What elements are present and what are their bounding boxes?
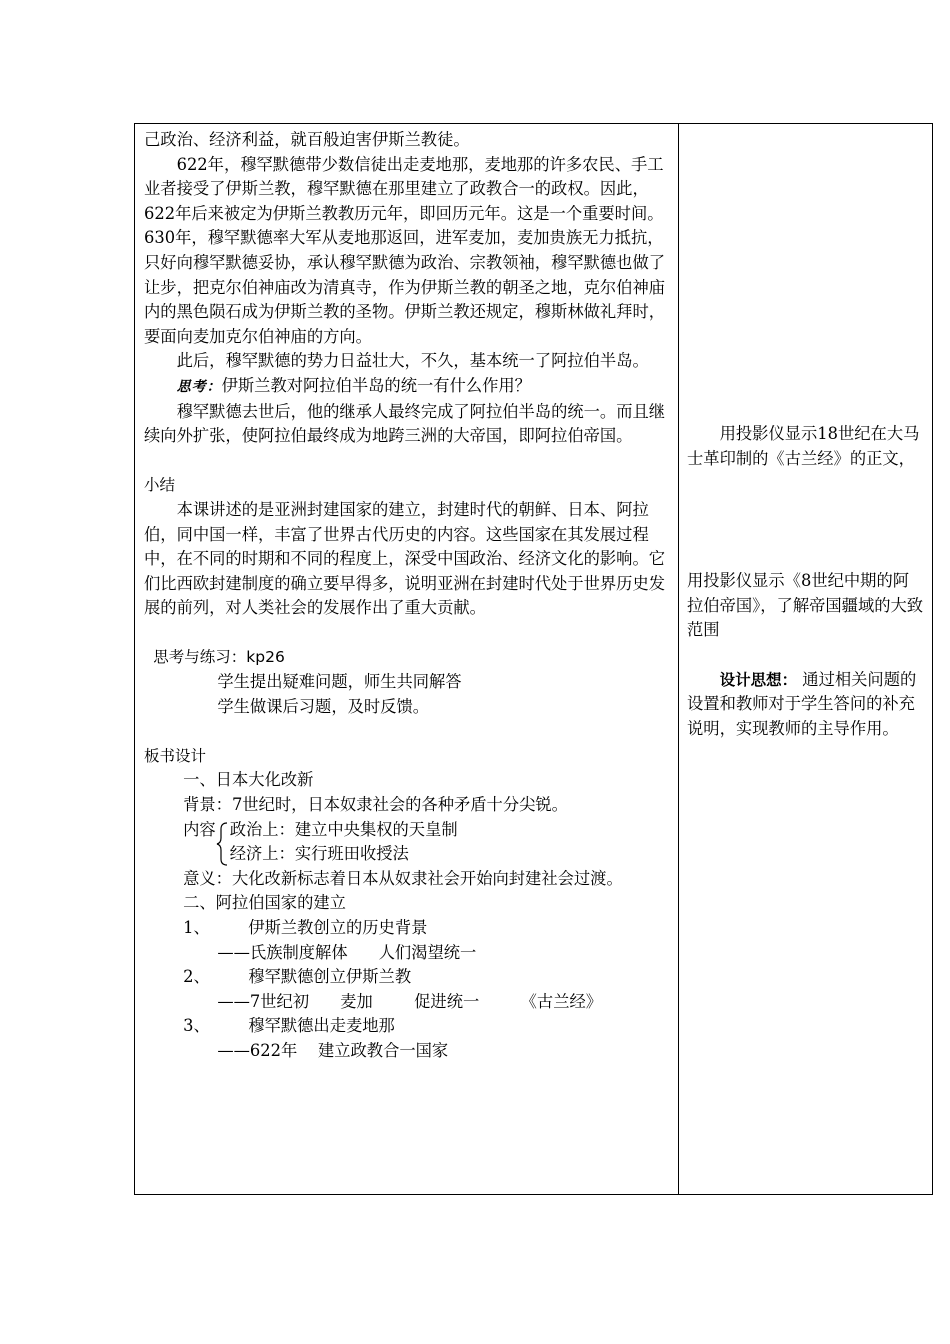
board-section-1: 一、日本大化改新 [183, 770, 314, 790]
think-text: 伊斯兰教对阿拉伯半岛的统一有什么作用？ [221, 375, 531, 395]
board-significance-text: 大化改新标志着日本从奴隶社会开始向封建社会过渡。 [231, 868, 623, 888]
board-item-1-text: 伊斯兰教创立的历史背景 [248, 918, 428, 937]
board-content-label: 内容 [183, 819, 216, 839]
board-content [144, 818, 670, 867]
exercise-item-1: 学生提出疑难问题，师生共同解答 [217, 672, 462, 692]
exercise-title: 思考与练习：kp26 [153, 648, 285, 667]
note-3 [687, 668, 925, 742]
think-question [144, 374, 670, 400]
paragraph-4: 穆罕默德去世后，他的继承人最终完成了阿拉伯半岛的统一。而且继续向外扩张，使阿拉伯最终成为地跨三洲的大帝国，即阿拉伯帝国。 [144, 401, 666, 446]
board-content-2: 经济上：实行班田收授法 [229, 844, 409, 864]
board-item-1 [144, 916, 670, 941]
notes-cell [679, 124, 933, 1195]
board-item-3 [144, 1014, 670, 1039]
lesson-table [134, 123, 933, 1195]
board-significance-label: 意义： [183, 868, 232, 888]
paragraph-1: 己政治、经济利益，就百般迫害伊斯兰教徒。 [144, 130, 470, 149]
note-2: 用投影仪显示《8世纪中期的阿拉伯帝国》，了解帝国疆域的大致范围 [687, 571, 924, 640]
note-1: 用投影仪显示18世纪在大马士革印制的《古兰经》的正文， [687, 424, 920, 468]
board-item-2-sub: ——7世纪初 麦加 促进统一 《古兰经》 [217, 991, 603, 1011]
board-title: 板书设计 [144, 746, 207, 765]
board-background: 背景：7世纪时，日本奴隶社会的各种矛盾十分尖锐。 [183, 795, 568, 815]
board-item-2-number: 2、 [183, 967, 210, 987]
summary-text: 本课讲述的是亚洲封建国家的建立，封建时代的朝鲜、日本、阿拉伯，同中国一样，丰富了世界古代历史的内容。这些国家在其发展过程中，在不同的时期和不同的程度上，深受中国政治、经济文化的影响。它们比西欧封建制度的确立要早得多，说明亚洲在封建时代处于世界历史发展的前列，对人类社会的发展作出了重大贡献。 [144, 499, 666, 618]
board-section-2: 二、阿拉伯国家的建立 [183, 893, 346, 913]
board-item-2 [144, 965, 670, 990]
board-item-3-sub: ——622年 建立政教合一国家 [217, 1040, 449, 1060]
board-item-1-number: 1、 [183, 918, 210, 937]
brace-icon [216, 822, 228, 866]
note-3-label: 设计思想： [719, 670, 798, 689]
board-item-3-number: 3、 [183, 1016, 210, 1036]
board-content-1: 政治上：建立中央集权的天皇制 [229, 819, 458, 839]
main-content-cell [135, 124, 679, 1195]
exercise-item-2: 学生做课后习题，及时反馈。 [217, 696, 430, 716]
think-label: 思考： [176, 378, 222, 395]
board-item-3-text: 穆罕默德出走麦地那 [248, 1016, 395, 1036]
board-significance [144, 867, 670, 892]
note-3-text: 通过相关问题的设置和教师对于学生答问的补充说明，实现教师的主导作用。 [687, 669, 917, 738]
summary-title: 小结 [144, 476, 176, 495]
board-item-2-text: 穆罕默德创立伊斯兰教 [248, 967, 412, 987]
paragraph-2: 622年，穆罕默德带少数信徒出走麦地那，麦地那的许多农民、手工业者接受了伊斯兰教，穆罕默德在那里建立了政教合一的政权。因此，622年后来被定为伊斯兰教教历元年，即回历元年。这是一个重要时间。630年，穆罕默德率大军从麦地那返回，进军麦加，麦加贵族无力抵抗，只好向穆罕默德妥协，承认穆罕默德为政治、宗教领袖，穆罕默德也做了让步，把克尔伯神庙改为清真寺，作为伊斯兰教的朝圣之地，克尔伯神庙内的黑色陨石成为伊斯兰教的圣物。伊斯兰教还规定，穆斯林做礼拜时，要面向麦加克尔伯神庙的方向。 [144, 154, 666, 346]
board-item-1-sub: ——氏族制度解体 人们渴望统一 [217, 942, 477, 962]
paragraph-3: 此后，穆罕默德的势力日益壮大，不久，基本统一了阿拉伯半岛。 [176, 351, 649, 371]
